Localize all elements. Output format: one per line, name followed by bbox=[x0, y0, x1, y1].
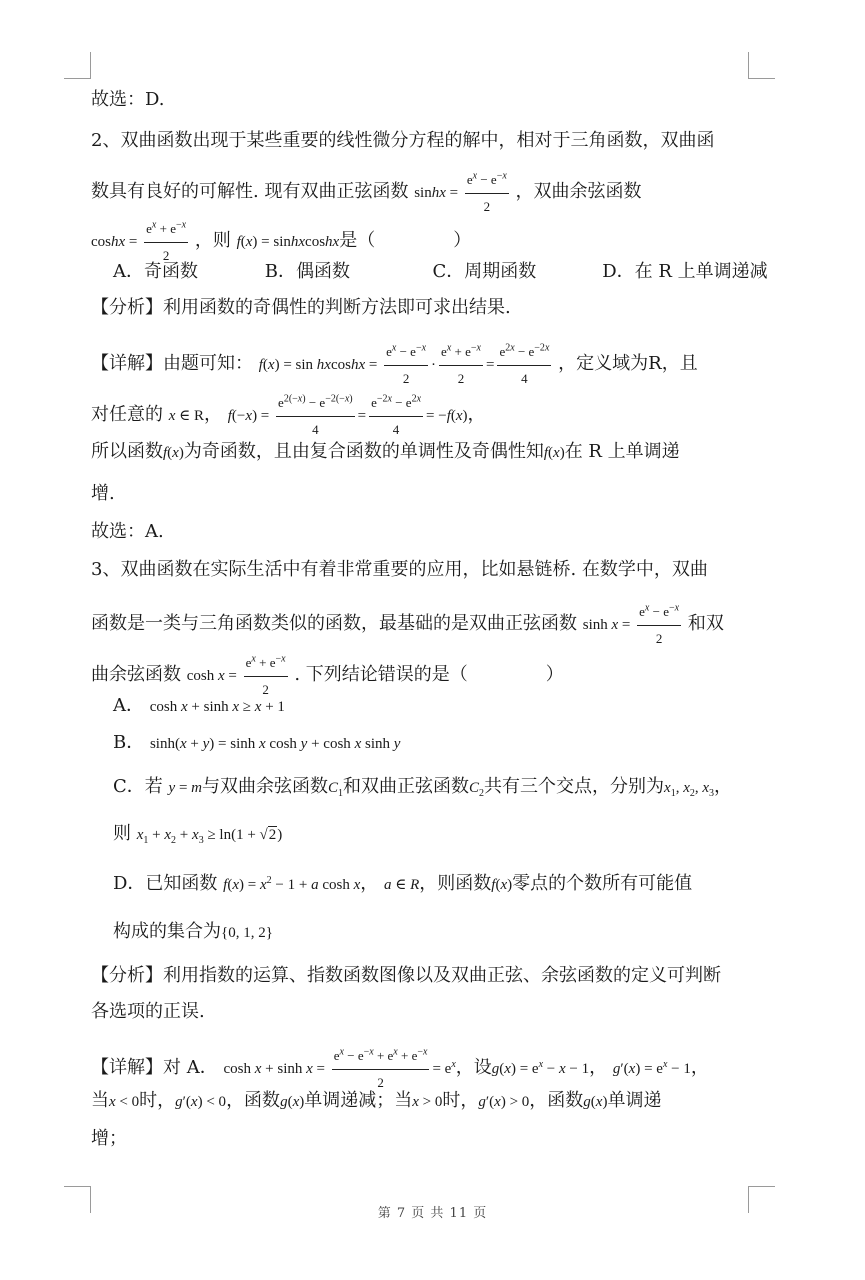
q2-detail-4: 增. bbox=[91, 483, 115, 504]
answer-d-line: 故选：D. bbox=[91, 89, 165, 110]
q3-detail-3: 增； bbox=[91, 1128, 127, 1149]
q3-detail-2: 当x < 0时，g′(x) < 0，函数g(x)单调递减；当x > 0时，g′(x) > 0，函数g(x)单调递 bbox=[91, 1090, 662, 1111]
q2-option-c: C．周期函数 bbox=[432, 261, 537, 282]
q3-cosh-definition: cosh x = $\frac{e^x + e^{-x}}{2}$ bbox=[187, 668, 295, 684]
q3-line-2: 函数是一类与三角函数类似的函数，最基础的是双曲正弦函数 sinh x = $\frac{e^x - e^{-x}}{2}$ 和双 bbox=[91, 600, 724, 651]
q2-line-2: 数具有良好的可解性. 现有双曲正弦函数 sinhx = $\frac{e^x - e^{-x}}{2}$ ，双曲余弦函数 bbox=[91, 168, 642, 219]
q3-line-1: 3、双曲函数在实际生活中有着非常重要的应用，比如悬链桥. 在数学中，双曲 bbox=[91, 559, 708, 580]
q3-option-a: A． cosh x + sinh x ≥ x + 1 bbox=[113, 695, 285, 716]
q3-option-c-2: 则 $x_1 + x_2 + x_3 \ge \ln(1 + √2)$ bbox=[113, 823, 283, 846]
q2-option-b: B．偶函数 bbox=[264, 261, 350, 282]
q3-analysis-1: 【分析】利用指数的运算、指数函数图像以及双曲正弦、余弦函数的定义可判断 bbox=[91, 965, 721, 986]
q2-detail-formula: f(x) = sin hxcoshx = $\frac{e^x - e^{-x}}{2}$ · $\frac{e^x + e^{-x}}{2}$ = $\frac{e^{2x} - e^{-2x}}{4}$ bbox=[259, 357, 558, 373]
q2-options bbox=[113, 260, 768, 284]
q2-analysis: 【分析】利用函数的奇偶性的判断方法即可求出结果. bbox=[91, 297, 511, 318]
q2-option-a: A．奇函数 bbox=[113, 261, 198, 282]
q3-option-d-2: 构成的集合为{0, 1, 2} bbox=[113, 921, 273, 942]
q2-answer: 故选：A. bbox=[91, 521, 164, 542]
crop-mark-top-left bbox=[64, 52, 91, 79]
q2-odd-check: f(−x) = $\frac{e^{2(-x)} - e^{-2(-x)}}{4}$ = $\frac{e^{-2x} - e^{2x}}{4}$ = −f(x) bbox=[228, 408, 468, 424]
sinh-definition: sinhx = $\frac{e^x - e^{-x}}{2}$ bbox=[414, 185, 515, 201]
q3-sinh-definition: sinh x = $\frac{e^x - e^{-x}}{2}$ bbox=[583, 617, 688, 633]
q2-line-1: 2、双曲函数出现于某些重要的线性微分方程的解中，相对于三角函数，双曲函 bbox=[91, 130, 715, 151]
q3-option-d: D．已知函数 $f(x) = x^2 - 1 + a$ cosh x， a ∈ R，则函数f(x)零点的个数所有可能值 bbox=[113, 873, 693, 894]
q2-detail-3: 所以函数f(x)为奇函数，且由复合函数的单调性及奇偶性知f(x)在 R 上单调递 bbox=[91, 441, 680, 462]
q2-line-3: coshx = $\frac{e^x + e^{-x}}{2}$ ，则 f(x) = sinhxcoshx是（ ） bbox=[91, 217, 471, 268]
fx-definition: f(x) = sinhxcoshx bbox=[236, 233, 340, 250]
cosh-definition: coshx = $\frac{e^x + e^{-x}}{2}$ bbox=[91, 234, 195, 250]
page-footer: 第 7 页 共 11 页 bbox=[377, 1206, 488, 1221]
q3-detail-1: 【详解】对 A． cosh x + sinh x = $\frac{e^x - e^{-x} + e^x + e^{-x}}{2}$ = $e^x$，设$g(x) = e^x - x - 1$， $g'(x) = e^x - 1$， bbox=[91, 1044, 709, 1095]
q2-detail-2: 对任意的 x ∈ R， f(−x) = $\frac{e^{2(-x)} - e^{-2(-x)}}{4}$ = $\frac{e^{-2x} - e^{2x}}{4}$ = −f(x)， bbox=[91, 391, 486, 442]
q3-analysis-2: 各选项的正误. bbox=[91, 1001, 205, 1022]
crop-mark-top-right bbox=[748, 52, 775, 79]
q2-option-d: D．在 R 上单调递减 bbox=[602, 261, 768, 282]
q3-option-b: B． sinh(x + y) = sinh x cosh y + cosh x sinh y bbox=[113, 732, 401, 753]
q3-option-c: C．若 y = m与双曲余弦函数$C_1$和双曲正弦函数$C_2$共有三个交点，分别为$x_1$, $x_2$, $x_3$， bbox=[113, 776, 733, 799]
q3-line-3: 曲余弦函数 cosh x = $\frac{e^x + e^{-x}}{2}$ . 下列结论错误的是（ ） bbox=[91, 651, 564, 702]
q2-detail-1: 【详解】由题可知： f(x) = sin hxcoshx = $\frac{e^x - e^{-x}}{2}$ · $\frac{e^x + e^{-x}}{2}$ = $\frac{e^{2x} - e^{-2x}}{4}$ ，定义域为R，且 bbox=[91, 340, 698, 391]
